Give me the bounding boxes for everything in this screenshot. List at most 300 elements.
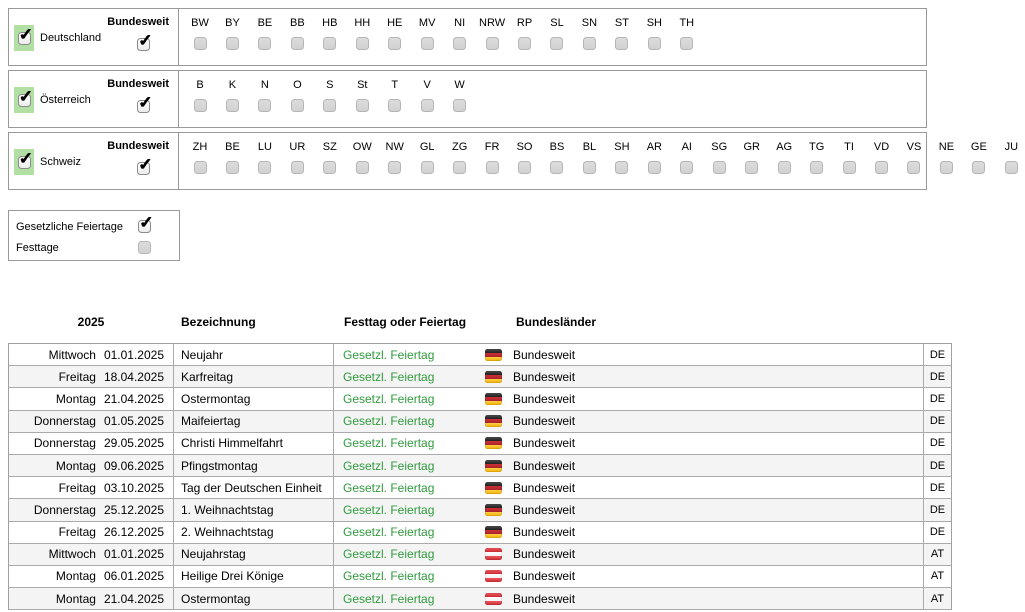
holiday-name: Christi Himmelfahrt [174,433,334,454]
state-column [381,16,409,55]
col-header-name: Bezeichnung [181,315,256,329]
state-label: K [228,79,237,91]
table-row [9,499,951,521]
state-column [348,140,376,179]
state-checkbox[interactable] [745,161,758,174]
country-panel [8,70,927,128]
state-checkbox[interactable] [421,161,434,174]
country-checkbox-highlight [14,25,34,51]
state-label: UR [289,141,306,153]
type-cell [334,411,924,432]
state-label: AI [681,141,692,153]
state-label: LU [257,141,272,153]
state-label: SG [711,141,728,153]
date-cell [9,588,174,609]
region-label: Bundesweit [513,525,576,540]
weekday: Donnerstag [33,414,96,429]
state-column [575,16,603,55]
region-label: Bundesweit [513,569,576,584]
date: 01.01.2025 [103,547,164,562]
country-item [14,149,81,175]
date: 21.04.2025 [103,591,164,606]
date-cell [9,433,174,454]
region-label: Bundesweit [513,502,576,517]
region-label: Bundesweit [513,347,576,362]
state-checkbox[interactable] [323,37,336,50]
state-column [316,78,344,117]
state-label: RP [516,17,533,29]
date: 29.05.2025 [103,436,164,451]
state-column [608,16,636,55]
holiday-type: Gesetzl. Feiertag [343,480,435,495]
state-checkbox[interactable] [778,161,791,174]
state-checkbox[interactable] [194,99,207,112]
weekday: Montag [55,391,96,406]
bundesweit-checkbox[interactable] [137,38,150,51]
filter-row [9,237,179,258]
state-checkbox[interactable] [258,37,271,50]
state-checkbox[interactable] [453,37,466,50]
holiday-type: Gesetzl. Feiertag [343,569,435,584]
state-label: SH [646,17,662,29]
country-code: AT [930,592,945,605]
state-label: TI [844,141,854,153]
state-column [770,140,798,179]
state-column [608,140,636,179]
region-label: Bundesweit [513,547,576,562]
state-checkbox[interactable] [388,37,401,50]
country-item [14,87,91,113]
state-label: VD [873,141,890,153]
state-column [413,140,441,179]
type-cell [334,344,924,365]
state-checkbox[interactable] [356,99,369,112]
bundesweit-header: Bundesweit [107,140,169,152]
state-checkbox[interactable] [421,37,434,50]
date: 18.04.2025 [103,369,164,384]
state-label: V [423,79,431,91]
state-column [543,16,571,55]
state-checkbox[interactable] [323,99,336,112]
country-item [14,25,101,51]
state-checkbox[interactable] [486,37,499,50]
state-column [413,16,441,55]
state-label: TG [808,141,825,153]
state-label: SL [550,17,564,29]
state-column [997,140,1025,179]
holiday-name: Karfreitag [174,366,334,387]
germany-flag-icon [485,349,502,361]
type-cell [334,433,924,454]
state-checkbox[interactable] [615,161,628,174]
type-cell [334,522,924,543]
holiday-type: Gesetzl. Feiertag [343,391,435,406]
state-label: BE [225,141,240,153]
state-checkbox[interactable] [583,37,596,50]
state-checkbox[interactable] [518,37,531,50]
state-column [705,140,733,179]
table-row [9,344,951,366]
state-label: N [260,79,269,91]
country-label: Deutschland [40,32,102,44]
holiday-name: Ostermontag [174,388,334,409]
date-cell [9,366,174,387]
state-label: BL [582,141,597,153]
date: 03.10.2025 [103,480,164,495]
state-label: NE [938,141,955,153]
col-header-year: 2025 [77,315,105,329]
state-checkbox[interactable] [453,161,466,174]
state-label: HH [354,17,371,29]
state-label: VS [906,141,922,153]
germany-flag-icon [485,437,502,449]
germany-flag-icon [485,415,502,427]
holiday-name: Neujahrstag [174,544,334,565]
state-label: ST [614,17,629,29]
state-column [900,140,928,179]
state-column [283,16,311,55]
state-checkbox[interactable] [453,99,466,112]
state-checkbox[interactable] [615,37,628,50]
state-checkbox[interactable] [194,37,207,50]
date: 26.12.2025 [103,525,164,540]
state-label: O [293,79,302,91]
bundesweit-header: Bundesweit [107,78,169,90]
states-row [180,9,926,65]
date: 21.04.2025 [103,391,164,406]
germany-flag-icon [485,526,502,538]
bundesweit-checkbox[interactable] [137,162,150,175]
state-column [575,140,603,179]
type-cell [334,499,924,520]
table-header-row [8,309,952,343]
holiday-type: Gesetzl. Feiertag [343,436,435,451]
state-checkbox[interactable] [972,161,985,174]
weekday: Freitag [58,369,96,384]
type-cell [334,544,924,565]
region-label: Bundesweit [513,480,576,495]
country-code: DE [929,415,946,428]
state-label: BB [290,17,305,29]
country-code: AT [930,548,945,561]
state-column [738,140,766,179]
country-pane [9,133,179,189]
state-checkbox[interactable] [226,37,239,50]
weekday: Montag [55,591,96,606]
state-checkbox[interactable] [550,37,563,50]
state-column [283,140,311,179]
state-label: HE [387,17,403,29]
date-cell [9,344,174,365]
type-cell [334,366,924,387]
state-checkbox[interactable] [421,99,434,112]
state-checkbox[interactable] [194,161,207,174]
states-row [180,133,1019,189]
state-label: BS [549,141,565,153]
filter-checkbox[interactable] [138,220,151,233]
table-row [9,366,951,388]
state-label: OW [352,141,372,153]
state-column [965,140,993,179]
holiday-name: 2. Weihnachtstag [174,522,334,543]
weekday: Montag [55,569,96,584]
state-checkbox[interactable] [680,161,693,174]
holiday-type: Gesetzl. Feiertag [343,525,435,540]
bundesweit-checkbox[interactable] [137,100,150,113]
type-cell [334,477,924,498]
filter-row [9,216,179,237]
date-cell [9,388,174,409]
table-row [9,455,951,477]
state-column [218,16,246,55]
state-checkbox[interactable] [583,161,596,174]
country-checkbox-highlight [14,149,34,175]
holiday-type-filter-box [8,210,180,261]
weekday: Freitag [58,525,96,540]
state-column [348,78,376,117]
state-label: SO [516,141,533,153]
state-column [835,140,863,179]
table-row [9,388,951,410]
state-column [316,16,344,55]
state-column [218,140,246,179]
holiday-type: Gesetzl. Feiertag [343,547,435,562]
state-column [640,140,668,179]
state-label: MV [418,17,436,29]
country-code: DE [929,392,946,405]
state-checkbox[interactable] [356,161,369,174]
filter-checkbox[interactable] [138,241,151,254]
state-checkbox[interactable] [486,161,499,174]
weekday: Mittwoch [48,547,96,562]
holiday-name: Heilige Drei Könige [174,566,334,587]
date-cell [9,499,174,520]
state-column [186,16,214,55]
country-label: Schweiz [40,156,81,168]
state-column [186,78,214,117]
country-label: Österreich [40,94,91,106]
state-column [381,140,409,179]
date-cell [9,522,174,543]
type-cell [334,388,924,409]
state-checkbox[interactable] [843,161,856,174]
state-checkbox[interactable] [323,161,336,174]
state-column [511,16,539,55]
state-column [446,140,474,179]
state-column [511,140,539,179]
state-checkbox[interactable] [875,161,888,174]
state-label: GR [743,141,760,153]
region-label: Bundesweit [513,591,576,606]
state-checkbox[interactable] [940,161,953,174]
state-label: T [391,79,399,91]
state-checkbox[interactable] [291,37,304,50]
holiday-name: Maifeiertag [174,411,334,432]
state-label: NW [385,141,404,153]
date: 01.01.2025 [103,347,164,362]
state-column [640,16,668,55]
table-body [8,343,952,610]
country-code: DE [929,437,946,450]
weekday: Mittwoch [48,347,96,362]
state-column [478,16,506,55]
state-label: GE [970,141,987,153]
state-column [251,78,279,117]
date: 25.12.2025 [103,502,164,517]
state-label: BY [225,17,240,29]
type-cell [334,455,924,476]
holiday-type: Gesetzl. Feiertag [343,458,435,473]
holiday-name: 1. Weihnachtstag [174,499,334,520]
state-checkbox[interactable] [388,161,401,174]
state-label: AR [646,141,662,153]
state-label: ZH [192,141,208,153]
state-label: GL [419,141,435,153]
holiday-type: Gesetzl. Feiertag [343,591,435,606]
region-label: Bundesweit [513,436,576,451]
country-pane [9,71,179,127]
state-label: FR [484,141,500,153]
state-column [348,16,376,55]
germany-flag-icon [485,371,502,383]
holiday-name: Tag der Deutschen Einheit [174,477,334,498]
country-code: AT [930,570,945,583]
country-code: DE [929,459,946,472]
state-checkbox[interactable] [1005,161,1018,174]
state-label: NI [454,17,466,29]
state-column [251,16,279,55]
country-code: DE [929,481,946,494]
state-checkbox[interactable] [550,161,563,174]
weekday: Donnerstag [33,502,96,517]
state-column [316,140,344,179]
region-label: Bundesweit [513,391,576,406]
state-checkbox[interactable] [356,37,369,50]
state-label: ZG [451,141,468,153]
state-label: SH [614,141,630,153]
country-panels [8,8,1019,194]
state-column [673,140,701,179]
state-column [446,78,474,117]
state-label: SN [581,17,598,29]
country-code: DE [929,503,946,516]
state-checkbox[interactable] [648,37,661,50]
state-label: NRW [479,17,506,29]
state-column [673,16,701,55]
state-label: HB [322,17,338,29]
weekday: Donnerstag [33,436,96,451]
germany-flag-icon [485,504,502,516]
state-column [803,140,831,179]
state-label: JU [1004,141,1019,153]
region-label: Bundesweit [513,369,576,384]
country-code: DE [929,348,946,361]
state-label: St [357,79,368,91]
col-header-group [335,315,596,329]
holiday-name: Neujahr [174,344,334,365]
state-column [446,16,474,55]
holiday-type: Gesetzl. Feiertag [343,414,435,429]
state-checkbox[interactable] [226,99,239,112]
state-checkbox[interactable] [258,161,271,174]
col-header-type: Festtag oder Feiertag [344,315,467,329]
germany-flag-icon [485,393,502,405]
table-row [9,433,951,455]
date: 06.01.2025 [103,569,164,584]
date-cell [9,566,174,587]
holiday-type: Gesetzl. Feiertag [343,369,435,384]
weekday: Montag [55,458,96,473]
state-checkbox[interactable] [907,161,920,174]
date-cell [9,411,174,432]
table-row [9,588,951,610]
state-column [868,140,896,179]
state-column [283,78,311,117]
holidays-table [8,309,952,610]
country-panel [8,8,927,66]
holiday-type: Gesetzl. Feiertag [343,347,435,362]
table-row [9,477,951,499]
state-checkbox[interactable] [226,161,239,174]
country-pane [9,9,179,65]
date-cell [9,455,174,476]
country-checkbox[interactable] [18,156,31,169]
country-checkbox[interactable] [18,32,31,45]
date: 09.06.2025 [103,458,164,473]
state-checkbox[interactable] [518,161,531,174]
country-panel [8,132,1019,190]
state-column [186,140,214,179]
type-cell [334,566,924,587]
table-row [9,522,951,544]
country-checkbox[interactable] [18,94,31,107]
holiday-name: Ostermontag [174,588,334,609]
filter-label: Gesetzliche Feiertage [16,220,123,233]
date-cell [9,477,174,498]
region-label: Bundesweit [513,458,576,473]
table-row [9,544,951,566]
state-checkbox[interactable] [291,99,304,112]
region-label: Bundesweit [513,414,576,429]
state-label: AG [776,141,793,153]
state-checkbox[interactable] [258,99,271,112]
date-cell [9,544,174,565]
state-checkbox[interactable] [648,161,661,174]
filter-label: Festtage [16,241,59,254]
state-checkbox[interactable] [713,161,726,174]
state-column [413,78,441,117]
state-column [218,78,246,117]
state-label: S [326,79,334,91]
table-row [9,411,951,433]
state-checkbox[interactable] [388,99,401,112]
austria-flag-icon [485,593,502,605]
state-column [381,78,409,117]
state-label: B [196,79,204,91]
germany-flag-icon [485,460,502,472]
austria-flag-icon [485,548,502,560]
col-header-regions: Bundesländer [516,315,597,329]
state-checkbox[interactable] [291,161,304,174]
date: 01.05.2025 [103,414,164,429]
state-checkbox[interactable] [810,161,823,174]
state-column [932,140,960,179]
country-code: DE [929,370,946,383]
holiday-type: Gesetzl. Feiertag [343,502,435,517]
germany-flag-icon [485,482,502,494]
weekday: Freitag [58,480,96,495]
state-checkbox[interactable] [680,37,693,50]
